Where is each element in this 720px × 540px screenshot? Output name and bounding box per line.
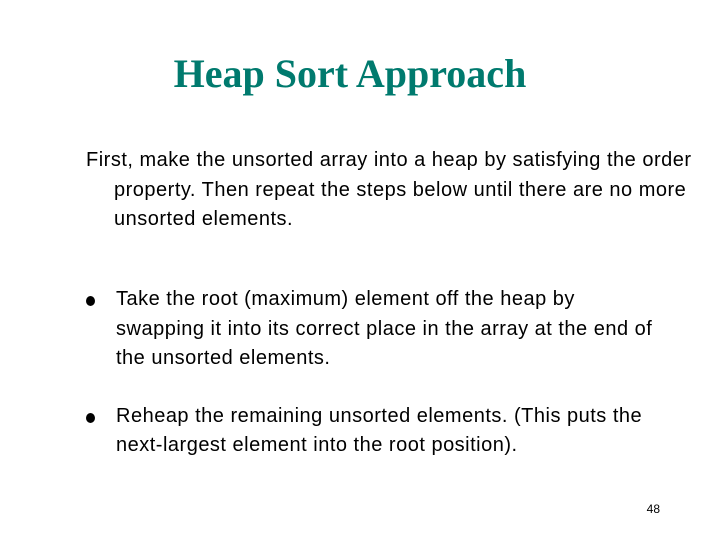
bullet-text: Take the root (maximum) element off the heap by swapping it into its correct place in the array at the end of the unsorted elements. xyxy=(116,288,653,369)
slide-title: Heap Sort Approach xyxy=(173,51,527,96)
page-number: 48 xyxy=(646,502,660,516)
bullet-dot-icon xyxy=(86,413,95,423)
bullet-item xyxy=(86,402,666,461)
bullet-list xyxy=(86,285,666,489)
bullet-text: Reheap the remaining unsorted elements. (This puts the next-largest element into the root position). xyxy=(116,404,643,456)
bullet-dot-icon xyxy=(86,296,95,306)
intro-paragraph: First, make the unsorted array into a heap by satisfying the order property. Then repeat the steps below until there are no more unsorted elements. xyxy=(86,149,692,230)
bullet-item xyxy=(86,285,666,374)
